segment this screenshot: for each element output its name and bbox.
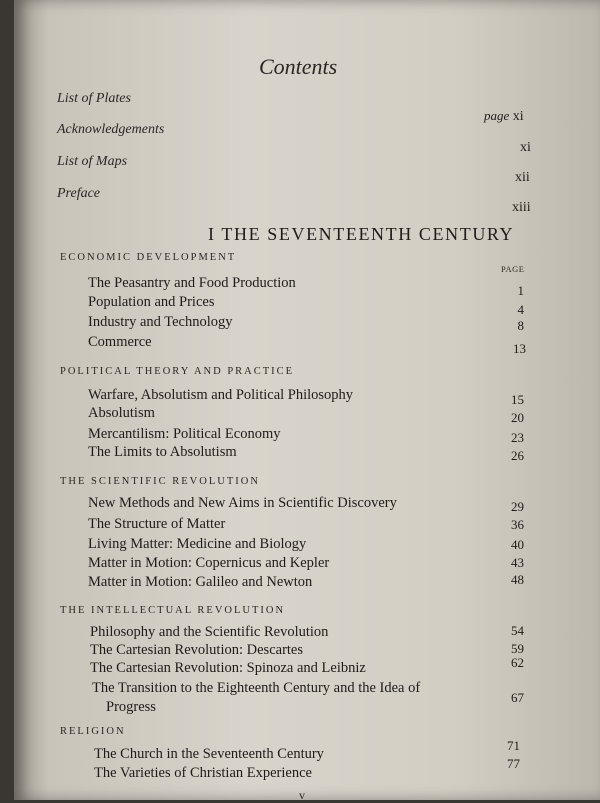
section-heading: THE INTELLECTUAL REVOLUTION [60,605,286,616]
toc-entry: The Varieties of Christian Experience [94,765,312,781]
front-matter-page: xi [520,140,531,155]
toc-entry: Warfare, Absolutism and Political Philosophy [88,387,354,403]
toc-entry: Matter in Motion: Copernicus and Kepler [88,555,330,571]
toc-page: 4 [517,302,524,317]
front-matter-label: Preface [57,186,101,201]
toc-page: 40 [511,537,524,552]
toc-page: 20 [511,410,524,425]
toc-entry: The Structure of Matter [88,516,226,532]
toc-page: 8 [517,318,524,333]
toc-page: 48 [511,572,524,587]
toc-entry: New Methods and New Aims in Scientific Discovery [88,495,397,511]
toc-entry: The Peasantry and Food Production [88,275,296,291]
toc-entry-continuation: Progress [106,699,156,715]
toc-page: 23 [511,430,524,445]
toc-entry: Philosophy and the Scientific Revolution [90,624,329,640]
page-number: xi [512,109,524,124]
page-prefix: page [484,108,510,123]
toc-entry: Living Matter: Medicine and Biology [88,536,307,552]
toc-entry: Absolutism [88,405,155,421]
toc-entry: The Transition to the Eighteenth Century and the Idea of [92,680,421,696]
page-column-label: PAGE [501,264,525,274]
toc-entry: The Church in the Seventeenth Century [94,746,324,762]
toc-entry: The Cartesian Revolution: Descartes [90,642,304,658]
toc-page: 29 [511,499,524,514]
toc-page: 62 [511,655,524,670]
book-page [14,0,600,800]
toc-entry: The Cartesian Revolution: Spinoza and Leibniz [90,660,366,676]
front-matter-page [484,108,524,125]
toc-page: 59 [511,641,524,656]
toc-page: 54 [511,623,524,638]
toc-page: 43 [511,555,524,570]
toc-page: 67 [511,690,524,705]
toc-entry: Matter in Motion: Galileo and Newton [88,574,313,590]
toc-page: 13 [513,341,526,356]
section-heading: ECONOMIC DEVELOPMENT [60,252,237,263]
toc-page: 1 [517,283,524,298]
front-matter-label: List of Maps [57,154,128,169]
section-heading: THE SCIENTIFIC REVOLUTION [60,476,260,487]
toc-entry: Commerce [88,334,152,350]
front-matter-label: List of Plates [57,91,131,106]
page-footer-number: v [299,788,305,802]
toc-page: 26 [511,448,524,463]
front-matter-label: Acknowledgements [57,122,165,137]
section-heading: POLITICAL THEORY AND PRACTICE [60,366,295,377]
front-matter-page: xiii [512,200,531,215]
toc-entry: Population and Prices [88,294,215,310]
page-title: Contents [259,54,338,79]
toc-entry: Industry and Technology [88,314,233,330]
part-heading: I THE SEVENTEENTH CENTURY [208,224,515,244]
toc-entry: The Limits to Absolutism [88,444,237,460]
toc-page: 36 [511,517,524,532]
section-heading: RELIGION [60,726,126,737]
toc-page: 71 [507,738,520,753]
toc-page: 77 [507,756,520,771]
front-matter-page: xii [515,170,530,185]
toc-entry: Mercantilism: Political Economy [88,426,281,442]
toc-page: 15 [511,392,524,407]
